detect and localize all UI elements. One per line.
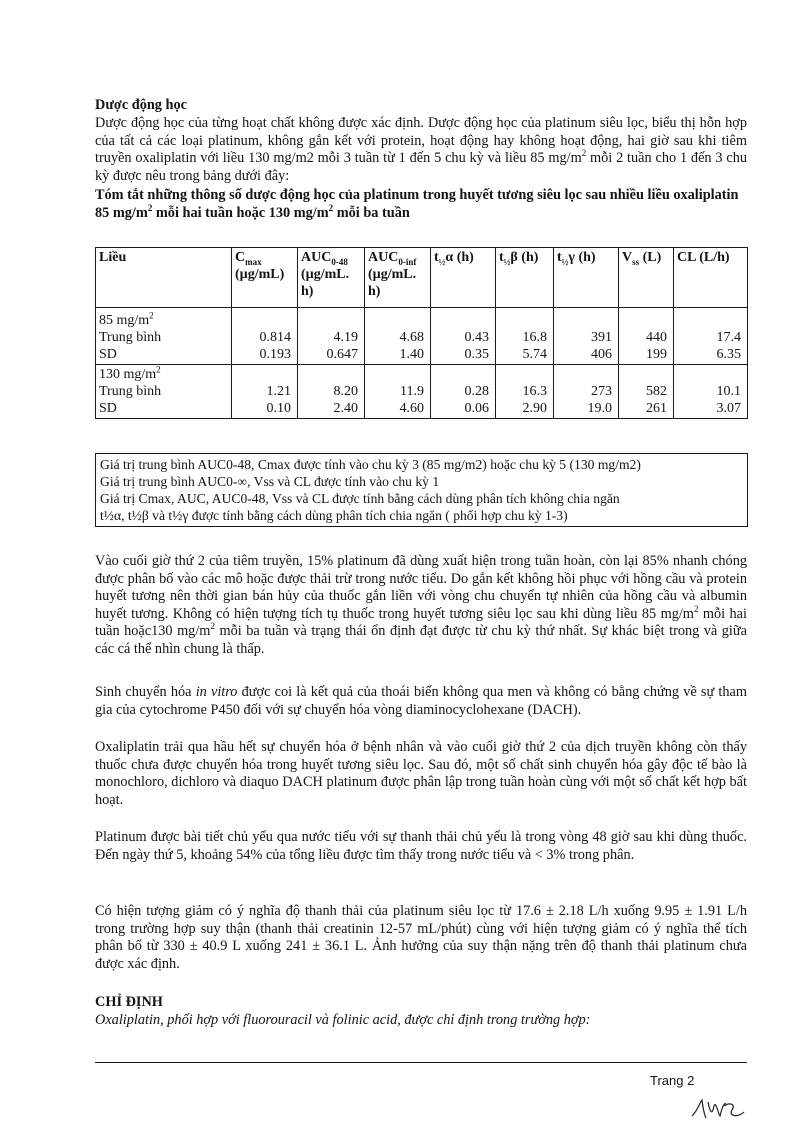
section-title-pharmacokinetics: Dược động học [95, 97, 187, 113]
header-t-half-beta: $t_{\frac{1}{2}}\beta$ (h) [496, 248, 554, 308]
value-cell: 0.28 0.06 [431, 365, 496, 419]
value-cell: 391 406 [554, 308, 619, 365]
paragraph-distribution: Vào cuối giờ thứ 2 của tiêm truyền, 15% platinum đã dùng xuất hiện trong tuần hoàn, còn lại 85% nhanh chóng được phân bố vào các mô hoặc được thải trừ trong nước tiểu. Do gắn kết không hồi phục với hồng cầu và protein huyết tương nên thời gian bán hủy của thuốc gắn liền với vòng chu chuyển tự nhiên của hồng cầu và albumin huyết tương. Không có hiện tượng tích tụ thuốc trong huyết tương siêu lọc sau khi dùng liều 85 $mg/m^2$ mỗi hai tuần hoặc130 $mg/m^2$ mỗi ba tuần và trạng thái ổn định đạt được từ chu kỳ thứ nhất. Sự khác biệt trong và giữa các cá thể nhìn chung là thấp. [95, 553, 748, 657]
section-title-indication: CHỈ ĐỊNH [95, 994, 163, 1010]
dose-cell: 85 $mg/m^2$ Trung bình SD [96, 308, 232, 365]
table-notes-box [95, 453, 748, 527]
paragraph-excretion: Platinum được bài tiết chủ yếu qua nước tiểu với sự thanh thải chủ yếu là trong vòng 48 giờ sau khi dùng thuốc. Đến ngày thứ 5, khoảng 54% của tổng liều được tìm thấy trong nước tiểu và < 3% trong phân. [95, 829, 747, 863]
value-cell: 4.19 0.647 [298, 308, 365, 365]
footer-rule [95, 1062, 747, 1063]
table-title: Tóm tắt những thông số dược động học của platinum trong huyết tương siêu lọc sau nhiều liều oxaliplatin 85 $mg/m^2$ mỗi hai tuần hoặc 130 $mg/m^2$ mỗi ba tuần [95, 187, 739, 221]
table-header-row [96, 248, 748, 308]
header-vss: $V_{ss}$ (L) [619, 248, 674, 308]
value-cell: 0.814 0.193 [232, 308, 298, 365]
paragraph-renal-impairment: Có hiện tượng giảm có ý nghĩa độ thanh thải của platinum siêu lọc từ 17.6 ± 2.18 L/h xuống 9.95 ± 1.91 L/h trong trường hợp suy thận (thanh thải creatinin 12-57 mL/phút) cùng với hiện tượng giảm có ý nghĩa thể tích phân bố từ 330 ± 40.9 L xuống 241 ± 36.1 L. Ảnh hưởng của suy thận nặng trên độ thanh thải platinum chưa được xác định. [95, 903, 747, 972]
value-cell: 16.8 5.74 [496, 308, 554, 365]
note-line: t½α, t½β và t½γ được tính bằng cách dùng phân tích chia ngăn ( phối hợp chu kỳ 1-3) [100, 508, 568, 523]
value-cell: 17.4 6.35 [674, 308, 748, 365]
value-cell: 8.20 2.40 [298, 365, 365, 419]
indication-text: Oxaliplatin, phối hợp với fluorouracil và folinic acid, được chỉ định trong trường hợp: [95, 1012, 591, 1028]
note-line: Giá trị trung bình AUC0-∞, Vss và CL được tính vào chu kỳ 1 [100, 474, 440, 489]
paragraph-biotransformation: Sinh chuyển hóa in vitro được coi là kết quả của thoái biến không qua men và không có bằng chứng về sự tham gia của cytochrome P450 đối với sự chuyển hóa vòng diaminocyclohexane (DACH). [95, 684, 748, 718]
handwritten-initials [688, 1094, 748, 1124]
header-t-half-gamma: $t_{\frac{1}{2}}\gamma$ (h) [554, 248, 619, 308]
paragraph-metabolism: Oxaliplatin trải qua hầu hết sự chuyển hóa ở bệnh nhân và vào cuối giờ thứ 2 của dịch truyền không còn thấy thuốc chưa được chuyển hóa trong huyết tương siêu lọc. Sau đó, một số chất sinh chuyển hóa gây độc tế bào là monochloro, dichloro và diaquo DACH platinum được phân lập trong tuần hoàn cùng với một số chất kết hợp bất hoạt. [95, 739, 747, 808]
header-auc-0-48: $AUC_{0-48}$ (µg/mL. h) [298, 248, 365, 308]
page-number: Trang 2 [650, 1073, 695, 1088]
value-cell: 4.68 1.40 [365, 308, 431, 365]
table-group-85 [96, 308, 748, 365]
header-t-half-alpha: $t_{\frac{1}{2}}\alpha$ (h) [431, 248, 496, 308]
note-line: Giá trị trung bình AUC0-48, Cmax được tính vào chu kỳ 3 (85 mg/m2) hoặc chu kỳ 5 (130 mg/m2) [100, 457, 641, 472]
value-cell: 0.43 0.35 [431, 308, 496, 365]
value-cell: 440 199 [619, 308, 674, 365]
value-cell: 582 261 [619, 365, 674, 419]
note-line: Giá trị Cmax, AUC, AUC0-48, Vss và CL được tính bằng cách dùng phân tích không chia ngăn [100, 491, 620, 506]
header-dose: Liều [96, 248, 232, 308]
dose-cell: 130 $mg/m^2$ Trung bình SD [96, 365, 232, 419]
header-auc-0-inf: $AUC_{0-inf}$ (µg/mL. h) [365, 248, 431, 308]
value-cell: 1.21 0.10 [232, 365, 298, 419]
value-cell: 11.9 4.60 [365, 365, 431, 419]
table-group-130 [96, 365, 748, 419]
pk-parameters-table [95, 247, 748, 419]
value-cell: 273 19.0 [554, 365, 619, 419]
value-cell: 16.3 2.90 [496, 365, 554, 419]
header-cl: CL (L/h) [674, 248, 748, 308]
header-cmax: $C_{max}$ (µg/mL) [232, 248, 298, 308]
value-cell: 10.1 3.07 [674, 365, 748, 419]
pk-intro-paragraph: Dược động học của từng hoạt chất không được xác định. Dược động học của platinum siêu lọc, biểu thị hỗn hợp của tất cả các loại platinum, không gắn kết với protein, hoạt động hay không hoạt động, hai giờ sau khi tiêm truyền oxaliplatin với liều 130 mg/m2 mỗi 3 tuần từ 1 đến 5 chu kỳ và liều 85 $mg/m^2$ mỗi 2 tuần cho 1 đến 3 chu kỳ được nêu trong bảng dưới đây: [95, 115, 747, 184]
